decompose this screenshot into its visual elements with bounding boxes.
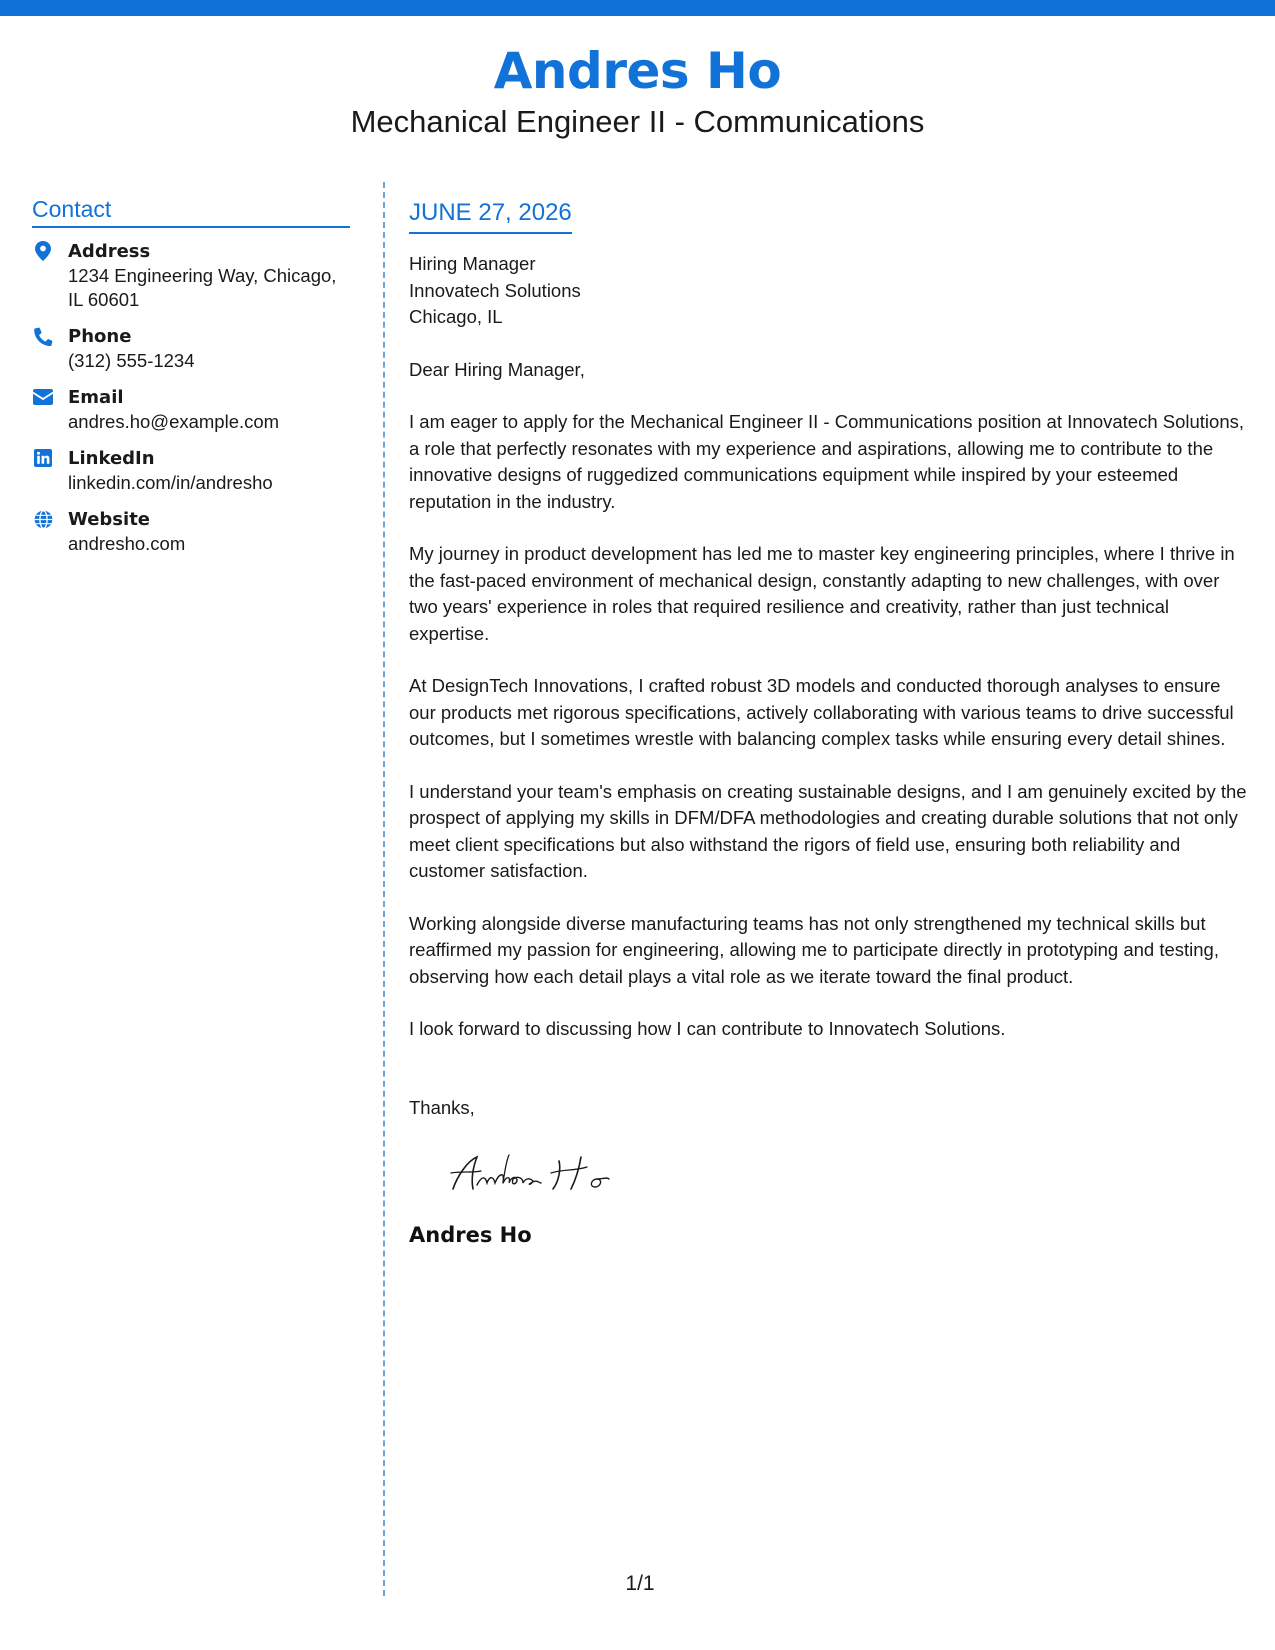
job-title: Mechanical Engineer II - Communications [350,104,925,139]
letter-body [409,197,1249,1249]
contact-item-website [32,508,350,556]
body-paragraph: I am eager to apply for the Mechanical Engineer II - Communications position at Innovatech Solutions, a role that perfectly resonates with my experience and aspirations, allowing me to contribute to the innovative designs of ruggedized communications equipment while inspired by your esteemed reputation in the industry. [409,411,1245,512]
signed-name: Andres Ho [409,1223,532,1247]
phone-value: (312) 555-1234 [68,350,195,371]
contact-label: Website [68,509,151,530]
applicant-name: Andres Ho [493,42,782,100]
contact-item-email [32,386,350,434]
body-paragraph: Working alongside diverse manufacturing teams has not only strengthened my technical skills but reaffirmed my passion for engineering, allowing me to participate directly in prototyping and testing, observing how each detail plays a vital role as we iterate toward the final product. [409,912,1219,987]
email-value[interactable]: andres.ho@example.com [68,411,280,432]
linkedin-icon [32,447,54,469]
body-paragraph: My journey in product development has led me to master key engineering principles, where I thrive in the fast-paced environment of mechanical design, constantly adapting to new challenges, with over two years' experience in roles that required resilience and creativity, rather than just technical expertise. [409,543,1235,644]
address-value: 1234 Engineering Way, Chicago, IL 60601 [68,265,337,310]
recipient-line: Innovatech Solutions [409,279,581,301]
closing-line: Thanks, [409,1096,475,1118]
signature-graphic [447,1149,647,1199]
column-divider [383,182,385,1596]
body-paragraph: I look forward to discussing how I can contribute to Innovatech Solutions. [409,1018,1006,1039]
handwritten-signature [447,1149,1249,1199]
contact-item-linkedin [32,447,350,495]
envelope-icon [32,386,54,408]
linkedin-value[interactable]: linkedin.com/in/andresho [68,472,273,493]
document-header [0,40,1275,142]
website-value[interactable]: andresho.com [68,533,186,554]
recipient-block [409,251,1249,331]
top-accent-bar [0,0,1275,16]
globe-icon [32,508,54,530]
phone-icon [32,325,54,347]
contact-sidebar [32,194,350,569]
body-paragraph: At DesignTech Innovations, I crafted robust 3D models and conducted thorough analyses to ensure our products met rigorous specifications, actively collaborating with various teams to drive successful outcomes, but I sometimes wrestle with balancing complex tasks while ensuring every detail shines. [409,675,1234,749]
body-paragraph: I understand your team's emphasis on creating sustainable designs, and I am genuinely excited by the prospect of applying my skills in DFM/DFA methodologies and creating durable solutions that not only meet client specifications but also withstand the rigors of field use, ensuring both reliability and customer satisfaction. [409,780,1247,881]
contact-label: Address [68,241,151,262]
contact-item-address [32,240,350,312]
contact-label: LinkedIn [68,448,155,469]
contact-section-title: Contact [32,194,350,228]
salutation: Dear Hiring Manager, [409,358,585,380]
recipient-line: Hiring Manager [409,253,536,274]
contact-item-phone [32,325,350,373]
page-number: 1/1 [625,1572,655,1595]
letter-date: JUNE 27, 2026 [409,197,572,234]
map-pin-icon [32,240,54,262]
contact-label: Email [68,387,124,408]
recipient-line: Chicago, IL [409,306,503,327]
contact-label: Phone [68,326,132,347]
